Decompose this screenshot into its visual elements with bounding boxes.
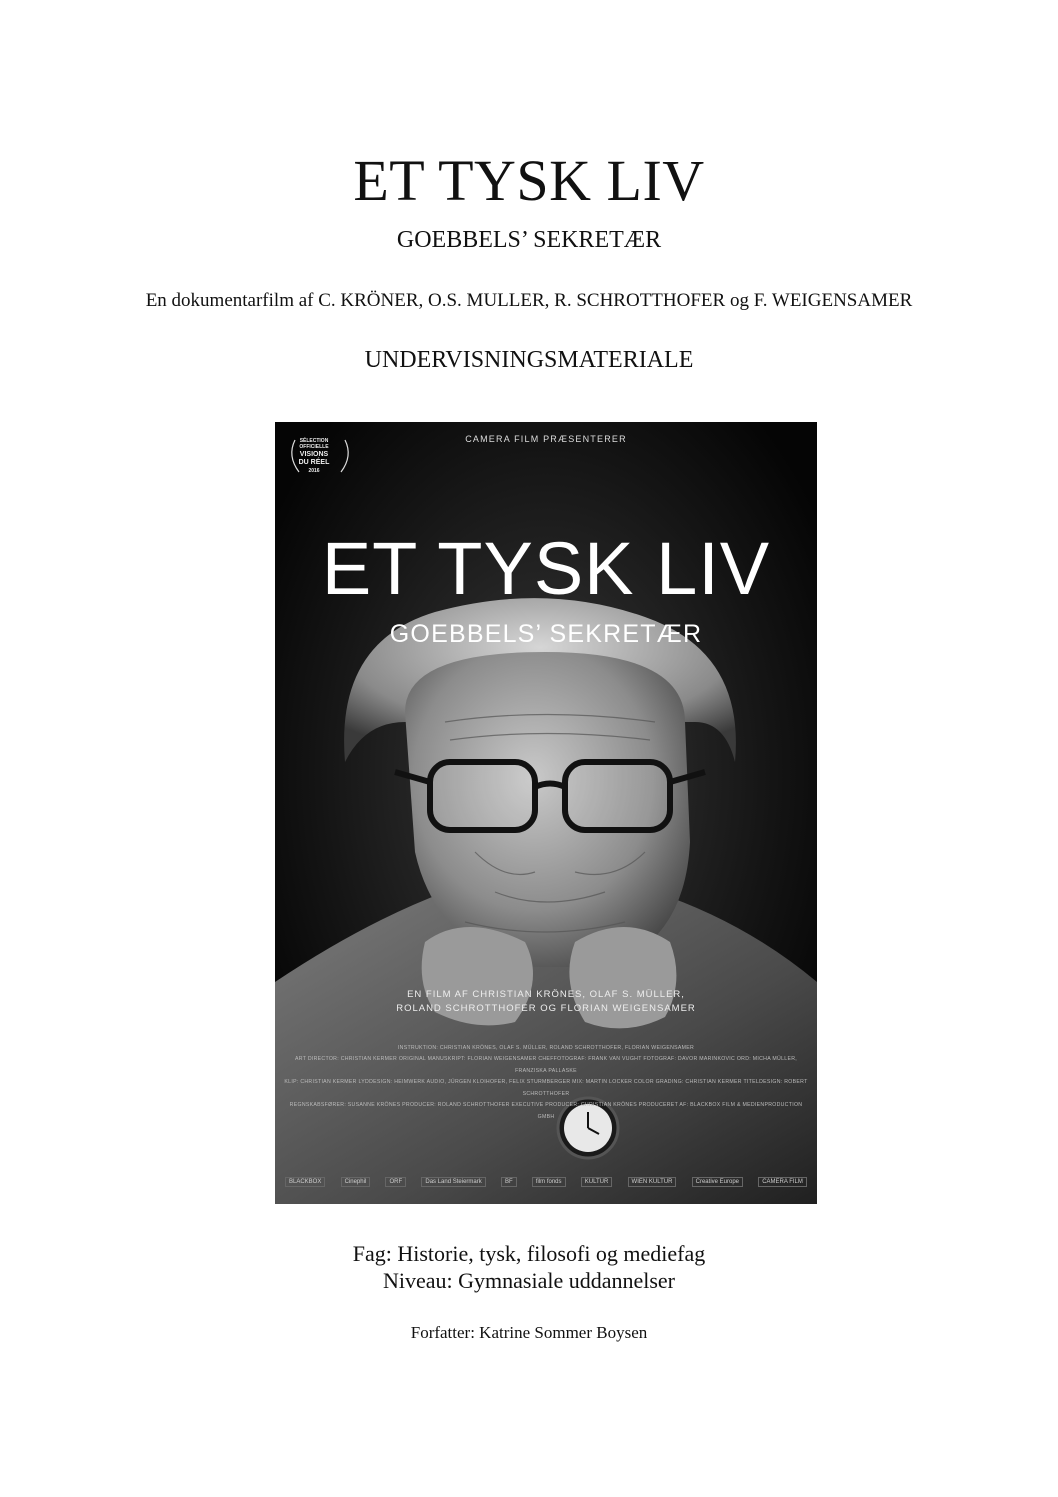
sponsor-logo: Das Land Steiermark xyxy=(421,1177,485,1187)
sponsor-logo: Cinephil xyxy=(341,1177,371,1187)
sponsor-logo: film fonds xyxy=(532,1177,566,1187)
credit-line: ART DIRECTOR: CHRISTIAN KERMER ORIGINAL MANUSKRIPT: FLORIAN WEIGENSAMER CHEFFOTOGRAF: FRANK VAN VUGHT FOTOGRAF: DAVOR MARINKOVIC ORD: MICHA MÜLLER, FRANZISKA PALLASKE xyxy=(295,1056,797,1074)
sponsor-logo: KULTUR xyxy=(581,1177,613,1187)
document-title: ET TYSK LIV xyxy=(353,148,705,213)
film-by-line: ROLAND SCHROTTHOFER OG FLORIAN WEIGENSAMER xyxy=(396,1002,696,1014)
credit-line: REGNSKABSFØRER: SUSANNE KRÖNES PRODUCER: ROLAND SCHROTTHOFER EXECUTIVE PRODUCER: CHRISTIAN KRÖNES PRODUCERET AF: BLACKBOX FILM & MEDIENPRODUCTION GMBH xyxy=(289,1102,803,1120)
document-credits: En dokumentarfilm af C. KRÖNER, O.S. MULLER, R. SCHROTTHOFER og F. WEIGENSAMER xyxy=(145,290,913,311)
sponsor-logo: WIEN KULTUR xyxy=(628,1177,677,1187)
sponsor-logo: BLACKBOX xyxy=(285,1177,325,1187)
festival-line: VISIONS xyxy=(299,450,329,458)
sponsor-logo: CAMERA FILM xyxy=(758,1177,807,1187)
document-subtitle: GOEBBELS’ SEKRETÆR xyxy=(396,227,662,253)
sponsor-logo: ORF xyxy=(385,1177,406,1187)
poster-film-by xyxy=(335,988,757,1016)
poster-credit-block xyxy=(283,1043,809,1123)
document-label: UNDERVISNINGSMATERIALE xyxy=(364,347,694,373)
film-poster xyxy=(275,422,817,1204)
sponsor-logos xyxy=(285,1174,807,1190)
subject-info xyxy=(0,1240,1058,1294)
film-by-line: EN FILM AF CHRISTIAN KRÖNES, OLAF S. MÜLLER, xyxy=(407,989,685,1000)
level-line: Niveau: Gymnasiale uddannelser xyxy=(382,1268,675,1293)
festival-line: 2016 xyxy=(308,468,320,474)
author-line: Forfatter: Katrine Sommer Boysen xyxy=(410,1323,648,1342)
poster-subtitle: GOEBBELS’ SEKRETÆR xyxy=(389,620,703,648)
sponsor-logo: BF xyxy=(501,1177,517,1187)
subjects-line: Fag: Historie, tysk, filosofi og mediefag xyxy=(352,1241,706,1266)
credit-line: KLIP: CHRISTIAN KERMER LYDDESIGN: HEIMWERK AUDIO, JÜRGEN KLOIHOFER, FELIX STURMBERGER MIX: MARTIN LOCKER COLOR GRADING: CHRISTIAN KERMER TITELDESIGN: ROBERT SCHROTTHOFER xyxy=(284,1079,808,1097)
festival-line: SÉLECTION OFFICIELLE xyxy=(299,438,329,451)
poster-title: ET TYSK LIV xyxy=(321,527,771,610)
sponsor-logo: Creative Europe xyxy=(692,1177,743,1187)
poster-presents: CAMERA FILM PRÆSENTERER xyxy=(465,434,627,444)
festival-laurel xyxy=(289,438,339,474)
credit-line: INSTRUKTION: CHRISTIAN KRÖNES, OLAF S. MÜLLER, ROLAND SCHROTTHOFER, FLORIAN WEIGENSAMER xyxy=(397,1045,695,1051)
festival-line: DU RÉEL xyxy=(298,459,330,467)
